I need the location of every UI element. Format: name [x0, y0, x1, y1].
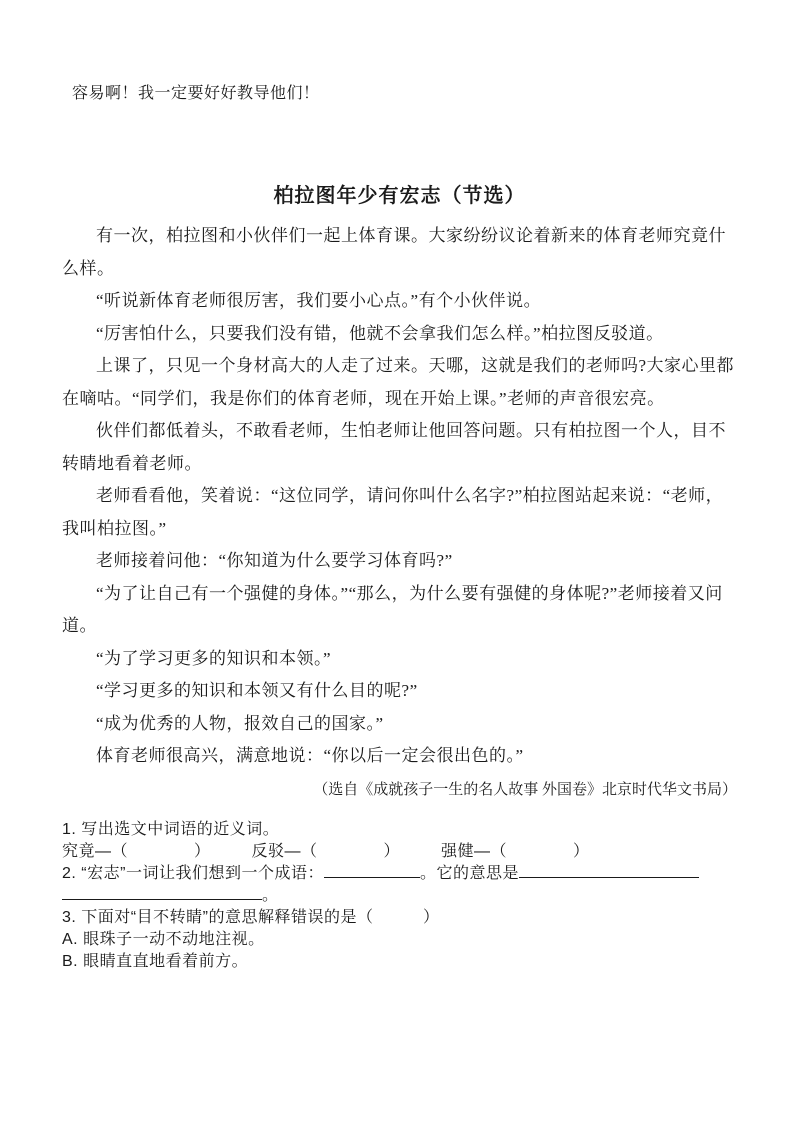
answer-blank: [324, 863, 420, 878]
passage-title: 柏拉图年少有宏志（节选）: [273, 185, 526, 207]
source-attribution: （选自《成就孩子一生的名人故事 外国卷》北京时代华文书局）: [313, 781, 737, 798]
synonym-item: 究竟—（ ）: [62, 842, 211, 860]
passage-paragraph: 老师看看他，笑着说：“这位同学，请问你叫什么名字?”柏拉图站起来说：“老师， 我叫柏拉图。”: [62, 486, 733, 538]
passage-paragraph: 老师接着问他：“你知道为什么要学习体育吗?”: [96, 551, 453, 570]
passage-paragraph: 上课了，只见一个身材高大的人走了过来。天哪，这就是我们的老师吗?大家心里都在嘀咕。“同学们，我是你们的体育老师，现在开始上课。”老师的声音很宏亮。: [62, 356, 735, 408]
questions-section: [62, 819, 737, 973]
question-3-option-b: B. 眼睛直直地看着前方。: [62, 952, 249, 970]
passage-paragraph: “厉害怕什么，只要我们没有错，他就不会拿我们怎么样。”柏拉图反驳道。: [96, 323, 664, 343]
passage-paragraph: “听说新体育老师很厉害，我们要小心点。”有个小伙伴说。: [96, 291, 542, 310]
intro-line: 容易啊！我一定要好好教导他们！: [72, 85, 320, 102]
passage-paragraph: “成为优秀的人物，报效自己的国家。”: [96, 713, 384, 733]
question-2-text: 2. “宏志”一词让我们想到一个成语：: [62, 864, 324, 882]
passage-paragraph: 伙伴们都低着头，不敢看老师，生怕老师让他回答问题。只有柏拉图一个人，目不转睛地看着老师。: [62, 421, 726, 473]
answer-blank: [519, 863, 699, 878]
passage-body: [62, 220, 737, 773]
synonym-item: 反驳—（ ）: [251, 842, 400, 860]
synonym-item: 强健—（ ）: [440, 842, 590, 860]
question-1-label: 1. 写出选文中词语的近义词。: [62, 820, 280, 838]
passage-paragraph: “学习更多的知识和本领又有什么目的呢?”: [96, 681, 418, 700]
question-2-text: 。它的意思是: [419, 864, 519, 882]
question-2-continuation: [62, 885, 737, 907]
passage-paragraph: 有一次，柏拉图和小伙伴们一起上体育课。大家纷纷议论着新来的体育老师究竟什么样。: [62, 226, 726, 278]
question-3-label: 3. 下面对“目不转睛”的意思解释错误的是（ ）: [62, 908, 440, 926]
question-2: [62, 863, 737, 885]
question-3-option-a: A. 眼珠子一动不动地注视。: [62, 930, 265, 948]
answer-blank: [62, 885, 262, 900]
passage-paragraph: 体育老师很高兴，满意地说：“你以后一定会很出色的。”: [96, 746, 524, 765]
question-1-answers: [62, 841, 737, 863]
question-2-text: 。: [262, 886, 279, 904]
passage-paragraph: “为了让自己有一个强健的身体。”“那么，为什么要有强健的身体呢?”老师接着又问道。: [62, 583, 723, 635]
passage-paragraph: “为了学习更多的知识和本领。”: [96, 648, 332, 668]
